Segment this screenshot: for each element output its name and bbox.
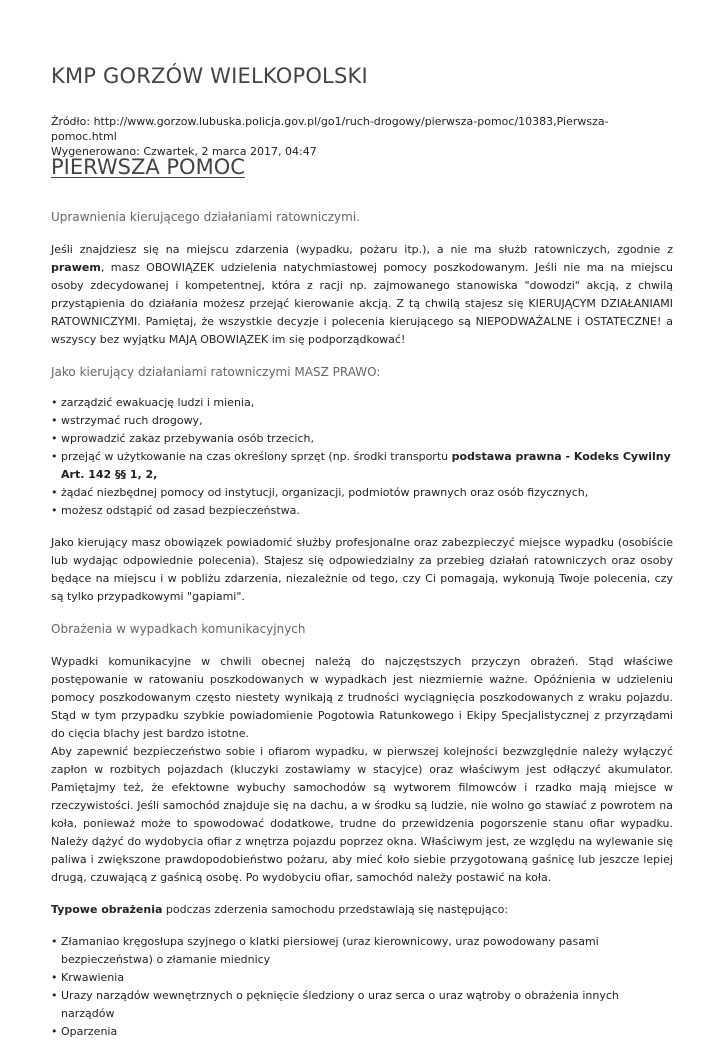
list-item-text: zarządzić ewakuację ludzi i mienia,: [61, 396, 255, 409]
bullet: •: [51, 989, 58, 1002]
list-item-text: Oparzenia: [61, 1025, 118, 1038]
duty-paragraph: Jako kierujący masz obowiązek powiadomić służby profesjonalne oraz zabezpieczyć miejsce wypadku (osobiście lub wydając odpowiednie polecenia). Stajesz się odpowiedzialny za przebieg działań ratowniczych oraz osoby będące na miejscu i w pobliżu zdarzenia, niezależnie od tego, czy Ci pomagają, wykonują Twoje polecenia, czy są tylko przypadkowymi "gapiami".: [51, 536, 673, 603]
list-item-text: wstrzymać ruch drogowy,: [61, 414, 203, 427]
generated-line: Wygenerowano: Czwartek, 2 marca 2017, 04:47: [51, 145, 317, 158]
injuries-paragraph: [51, 653, 673, 887]
list-item: [51, 412, 673, 430]
list-item: [51, 430, 673, 448]
source-line: Źródło: http://www.gorzow.lubuska.policja.gov.pl/go1/ruch-drogowy/pierwsza-pomoc/10383,Pierwsza-pomoc.html: [51, 115, 609, 143]
page-title: PIERWSZA POMOC: [51, 155, 245, 179]
typical-injuries-rest: podczas zderzenia samochodu przedstawiają się następująco:: [162, 903, 509, 916]
bullet: •: [51, 971, 58, 984]
injuries-text-2: Aby zapewnić bezpieczeństwo sobie i ofiarom wypadku, w pierwszej kolejności bezwzględnie należy wyłączyć zapłon w rozbitych pojazdach (kluczyki zostawiamy w stacyjce) oraz właściwym jest odłączyć akumulator. Pamiętajmy też, że efektowne wybuchy samochodów są wytworem filmowców i rzadko mają miejsce w rzeczywistości. Jeśli samochód znajduje się na dachu, a w środku są ludzie, nie wolno go stawiać z powrotem na koła, ponieważ może to spowodować dodatkowe, trudne do przewidzenia pogorszenie stanu ofiar wypadku. Należy dążyć do wydobycia ofiar z wnętrza pojazdu poprzez okna. Właściwym jest, ze względu na wylewanie się paliwa i zwiększone prawdopodobieństwo pożaru, aby mieć koło siebie przygotowaną gaśnicę lub jeszcze lepiej drugą, czuwającą z gaśnicą osobę. Po wydobyciu ofiar, samochód należy postawić na koła.: [51, 745, 673, 884]
list-item: [51, 502, 673, 520]
injuries-text-1: Wypadki komunikacyjne w chwili obecnej należą do najczęstszych przyczyn obrażeń. Stąd właściwe postępowanie w ratowaniu poszkodowanych w wypadkach jest niezmiernie ważne. Opóźnienia w udzieleniu pomocy poszkodowanym często niestety wynikają z trudności wyciągnięcia poszkodowanych z wraku pojazdu. Stąd w tym przypadku szybkie powiadomienie Pogotowia Ratunkowego i Ekipy Specjalistycznej z przyrządami do cięcia blachy jest bardzo istotne.: [51, 655, 673, 740]
list-item-text: Krwawienia: [61, 971, 125, 984]
list-item: [51, 394, 673, 412]
section-heading-rights: Uprawnienia kierującego działaniami ratowniczymi.: [51, 210, 360, 224]
typical-injuries-intro: [51, 901, 673, 919]
list-item-text: Urazy narządów wewnętrznych o pęknięcie śledziony o uraz serca o uraz wątroby o obrażenia innych narządów: [61, 989, 619, 1020]
site-title: KMP GORZÓW WIELKOPOLSKI: [51, 64, 368, 88]
legal-basis: podstawa prawna - Kodeks Cywilny Art. 142 §§ 1, 2,: [61, 450, 671, 481]
list-item: [51, 1023, 673, 1041]
list-item: [51, 987, 673, 1023]
injuries-list: [51, 933, 673, 1041]
section-heading-injuries: Obrażenia w wypadkach komunikacyjnych: [51, 622, 306, 636]
section-heading-powers: Jako kierujący działaniami ratowniczymi MASZ PRAWO:: [51, 365, 381, 379]
bullet: •: [51, 1025, 58, 1038]
bullet: •: [51, 396, 58, 409]
list-item-text: żądać niezbędnej pomocy od instytucji, organizacji, podmiotów prawnych oraz osób fizycznych,: [61, 486, 589, 499]
bullet: •: [51, 486, 58, 499]
bullet: •: [51, 432, 58, 445]
bullet: •: [51, 450, 58, 463]
list-item: [51, 969, 673, 987]
list-item-text: wprowadzić zakaz przebywania osób trzecich,: [61, 432, 314, 445]
document-meta: [51, 114, 673, 159]
intro-text-a: Jeśli znajdziesz się na miejscu zdarzenia (wypadku, pożaru itp.), a nie ma służb ratowniczych, zgodnie z: [51, 243, 673, 256]
bullet: •: [51, 504, 58, 517]
list-item: [51, 448, 673, 484]
list-item-text: przejąć w użytkowanie na czas określony sprzęt (np. środki transportu: [61, 450, 452, 463]
intro-text-c: , masz OBOWIĄZEK udzielenia natychmiastowej pomocy poszkodowanym. Jeśli nie ma na miejscu osoby zdecydowanej i kompetentnej, która z racji np. zajmowanego stanowiska "dowodzi" akcją, z chwilą przystąpienia do działania możesz przejąć kierowanie akcją. Z tą chwilą stajesz się KIERUJĄCYM DZIAŁANIAMI RATOWNICZYMI. Pamiętaj, że wszystkie decyzje i polecenia kierującego są NIEPODWAŻALNE i OSTATECZNE! a wszyscy bez wyjątku MAJĄ OBOWIĄZEK im się podporządkować!: [51, 261, 673, 346]
list-item: [51, 484, 673, 502]
typical-injuries-bold: Typowe obrażenia: [51, 903, 163, 916]
powers-list: [51, 394, 673, 520]
list-item: [51, 933, 673, 969]
bullet: •: [51, 935, 58, 948]
list-item-text: możesz odstąpić od zasad bezpieczeństwa.: [61, 504, 300, 517]
article-content: [51, 208, 673, 1055]
bullet: •: [51, 414, 58, 427]
intro-text-bold: prawem: [51, 261, 101, 274]
intro-paragraph: [51, 241, 673, 349]
list-item-text: Złamaniao kręgosłupa szyjnego o klatki piersiowej (uraz kierownicowy, uraz powodowany pasami bezpieczeństwa) o złamanie miednicy: [61, 935, 599, 966]
